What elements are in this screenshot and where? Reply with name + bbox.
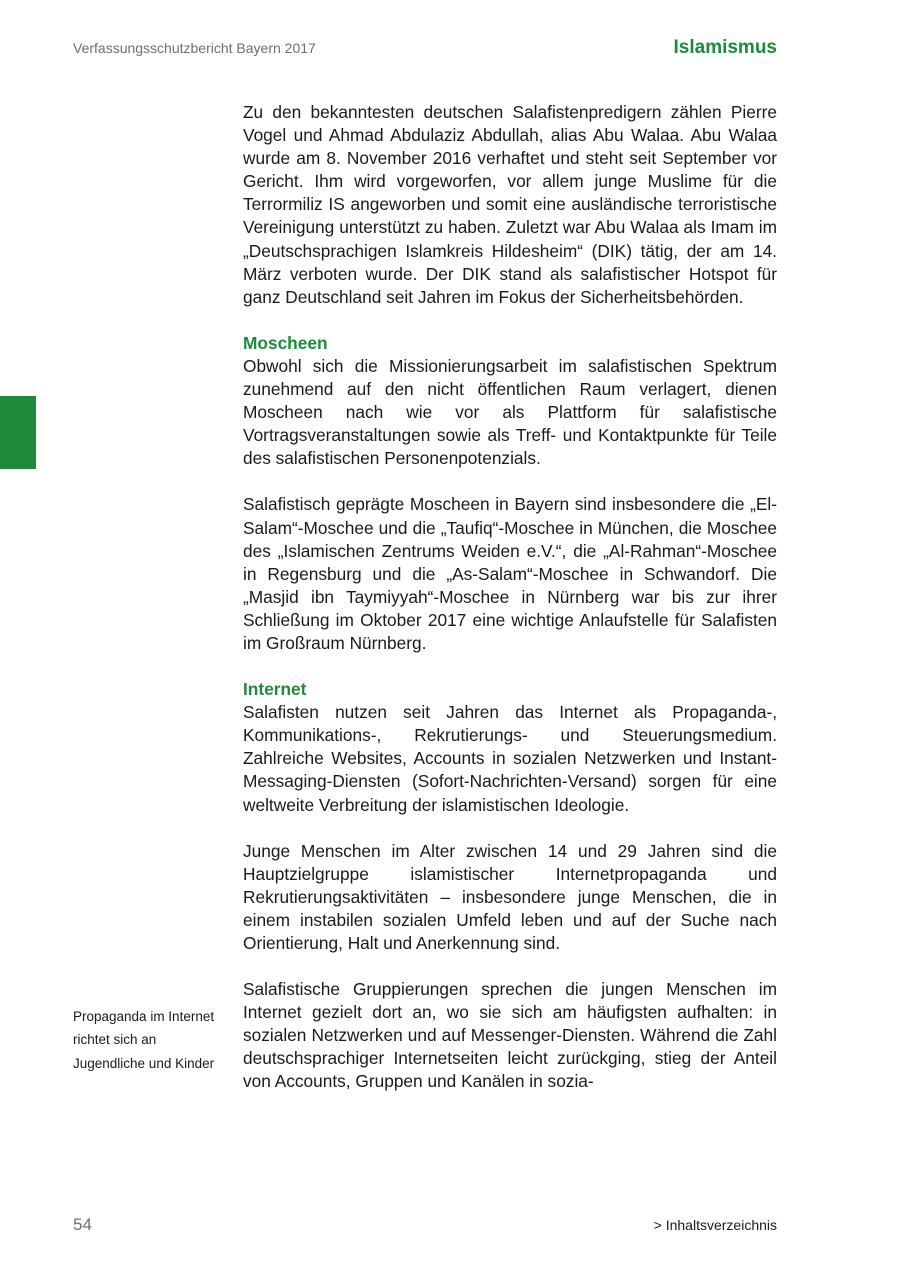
section-title: Islamismus [673, 37, 777, 58]
paragraph-mosques-platform: Obwohl sich die Missionierungsarbeit im salafistischen Spektrum zunehmend auf den nicht öffentlichen Raum verlagert, dienen Moscheen nach wie vor als Plattform für salafistische Vortragsveranstaltungen sowie als Treff- und Kontaktpunkte für Teile des salafistischen Personenpotenzials. [243, 355, 777, 469]
chapter-tab-marker [0, 396, 36, 469]
margin-note: Propaganda im Internet richtet sich an Jugendliche und Kinder [73, 1009, 215, 1071]
heading-internet: Internet [243, 679, 307, 700]
table-of-contents-link[interactable]: > Inhaltsverzeichnis [653, 1217, 777, 1233]
page-number: 54 [73, 1215, 92, 1234]
main-text-column [243, 101, 777, 1094]
publication-title: Verfassungsschutzbericht Bayern 2017 [73, 40, 316, 56]
paragraph-target-group: Junge Menschen im Alter zwischen 14 und 29 Jahren sind die Hauptzielgruppe islamistischer Internetpropaganda und Rekrutierungsaktivitäten – insbesondere junge Menschen, die in einem instabilen sozialen Umfeld leben und auf der Suche nach Orientierung, Halt und Anerkennung sind. [243, 840, 777, 953]
paragraph-salafist-preachers: Zu den bekanntesten deutschen Salafistenpredigern zählen Pierre Vogel und Ahmad Abdulaziz Abdullah, alias Abu Walaa. Abu Walaa wurde am 8. November 2016 verhaftet und steht seit September vor Gericht. Ihm wird vorgeworfen, vor allem junge Muslime für die Terrormiliz IS angeworben und somit eine ausländische terroristische Vereinigung unterstützt zu haben. Zuletzt war Abu Walaa als Imam im „Deutschsprachigen Islamkreis Hildesheim“ (DIK) tätig, der am 14. März verboten wurde. Der DIK stand als salafistischer Hotspot für ganz Deutschland seit Jahren im Fokus der Sicherheitsbehörden. [243, 102, 777, 307]
paragraph-salafist-groups: Salafistische Gruppierungen sprechen die jungen Menschen im Internet gezielt dort an, wo sie sich am häufigsten aufhalten: in sozialen Netzwerken und auf Messenger-Diensten. Während die Zahl deutschsprachiger Internetseiten leicht zurückging, stieg der Anteil von Accounts, Gruppen und Kanälen in sozia- [243, 979, 777, 1092]
paragraph-mosques-bavaria: Salafistisch geprägte Moscheen in Bayern sind insbesondere die „El-Salam“-Moschee und die „Taufiq“-Moschee in München, die Moschee des „Islamischen Zentrums Weiden e.V.“, die „Al-Rahman“-Moschee in Regensburg und die „As-Salam“-Moschee in Schwandorf. Die „Masjid ibn Taymiyyah“-Moschee in Nürnberg war bis zur ihrer Schließung im Oktober 2017 eine wichtige Anlaufstelle für Salafisten im Großraum Nürnberg. [243, 494, 777, 653]
paragraph-internet-propaganda: Salafisten nutzen seit Jahren das Internet als Propaganda-, Kommunikations-, Rekrutierungs- und Steuerungsmedium. Zahlreiche Websites, Accounts in sozialen Netzwerken und Instant-Messaging-Diensten (Sofort-Nachrichten-Versand) sorgen für eine weltweite Verbreitung der islamistischen Ideologie. [243, 702, 777, 815]
heading-moscheen: Moscheen [243, 332, 328, 353]
